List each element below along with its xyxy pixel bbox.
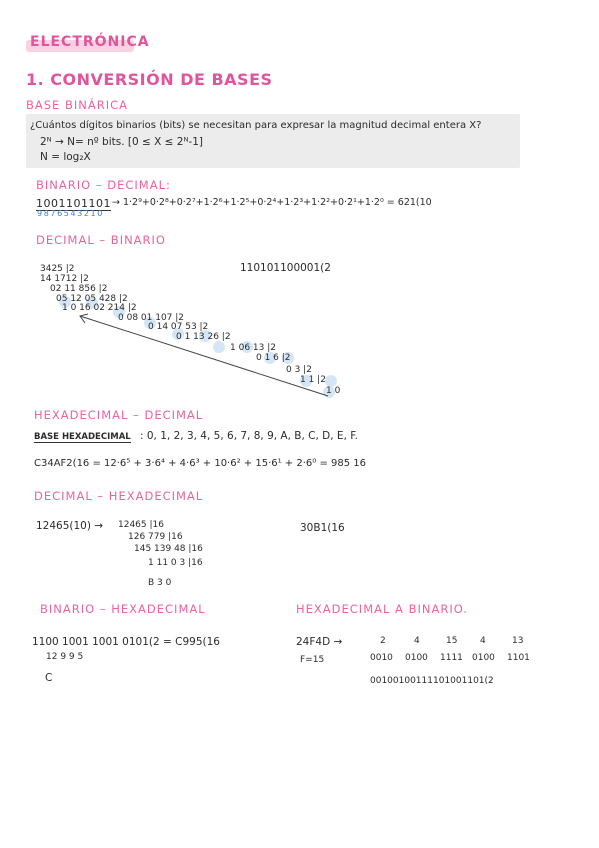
dec-bin-row: 0 1 6 |2 (256, 353, 291, 363)
hex-bin-digit: 2 (380, 636, 386, 646)
dec-bin-row: 3425 |2 (40, 264, 75, 274)
dec-bin-row: 05 12 05 428 |2 (56, 294, 128, 304)
hex-bin-nibble: 1101 (507, 653, 530, 663)
dec-bin-row: 0 1 13 26 |2 (176, 332, 231, 342)
hex-bin-result: 00100100111101001101(2 (370, 676, 494, 686)
read-direction-arrow (70, 310, 330, 400)
bin-dec-expansion: → 1·2⁹+0·2⁸+0·2⁷+1·2⁶+1·2⁵+0·2⁴+1·2³+1·2²+0·2¹+1·2⁰ = 621(10 (112, 197, 432, 208)
hex-dec-example: C34AF2(16 = 12·6⁵ + 3·6⁴ + 4·6³ + 10·6² + 15·6¹ + 2·6⁰ = 985 16 (34, 458, 366, 469)
hex-bin-expr: 24F4D → (296, 636, 343, 648)
dec-hex-row: 145 139 48 |16 (134, 544, 203, 554)
page-title: ELECTRÓNICA (30, 34, 150, 50)
bin-dec-positions: 9876543210 (37, 209, 104, 218)
dec-bin-row: 0 14 07 53 |2 (148, 322, 209, 332)
base-binaria-line2: N = log₂X (40, 151, 91, 163)
hex-base-digits: : 0, 1, 2, 3, 4, 5, 6, 7, 8, 9, A, B, C, D, E, F. (140, 430, 358, 442)
dec-bin-row: 0 3 |2 (286, 365, 312, 375)
hex-bin-note: F=15 (300, 655, 325, 665)
dec-bin-row: 14 1712 |2 (40, 274, 89, 284)
dec-bin-row: 1 0 16 02 214 |2 (62, 303, 137, 313)
dec-bin-row: 1 06 13 |2 (230, 343, 276, 353)
hex-bin-nibble: 0010 (370, 653, 393, 663)
bin-dec-heading: BINARIO – DECIMAL: (36, 178, 171, 192)
bin-hex-heading: BINARIO – HEXADECIMAL (40, 602, 206, 616)
dec-hex-row: B 3 0 (148, 578, 172, 588)
dec-bin-row: 1 0 (326, 386, 341, 396)
bin-hex-expr: 1100 1001 1001 0101(2 = C995(16 (32, 636, 220, 648)
hex-bin-digit: 15 (446, 636, 458, 646)
hex-bin-digit: 4 (414, 636, 420, 646)
section-heading: 1. CONVERSIÓN DE BASES (26, 70, 273, 89)
bin-hex-letter: C (45, 672, 53, 684)
dec-hex-expr: 12465(10) → (36, 520, 104, 532)
hex-bin-nibble: 1111 (440, 653, 463, 663)
bin-dec-number: 1001101101 (36, 197, 111, 210)
dec-bin-heading: DECIMAL – BINARIO (36, 233, 166, 247)
base-binaria-heading: BASE BINÁRICA (26, 98, 129, 112)
dec-hex-row: 126 779 |16 (128, 532, 183, 542)
dec-hex-heading: DECIMAL – HEXADECIMAL (34, 489, 204, 503)
hex-bin-heading: HEXADECIMAL A BINARIO. (296, 602, 468, 616)
dec-hex-result: 30B1(16 (300, 522, 345, 534)
base-binaria-line1: 2ᴺ → N= nº bits. [0 ≤ X ≤ 2ᴺ-1] (40, 136, 203, 148)
dec-hex-row: 12465 |16 (118, 520, 164, 530)
dec-bin-result: 110101100001(2 (240, 262, 331, 274)
dec-bin-row: 1 1 |2 (300, 375, 326, 385)
hex-bin-nibble: 0100 (472, 653, 495, 663)
hex-bin-digit: 4 (480, 636, 486, 646)
base-binaria-question: ¿Cuántos dígitos binarios (bits) se necesitan para expresar la magnitud decimal entera X? (30, 120, 482, 131)
hex-base-label: BASE HEXADECIMAL (34, 432, 131, 442)
dec-bin-row: 02 11 856 |2 (50, 284, 108, 294)
dec-hex-row: 1 11 0 3 |16 (148, 558, 203, 568)
bin-hex-values: 12 9 9 5 (46, 652, 84, 662)
hex-dec-heading: HEXADECIMAL – DECIMAL (34, 408, 204, 422)
hex-bin-nibble: 0100 (405, 653, 428, 663)
dec-bin-row: 0 08 01 107 |2 (118, 313, 185, 323)
hex-bin-digit: 13 (512, 636, 524, 646)
